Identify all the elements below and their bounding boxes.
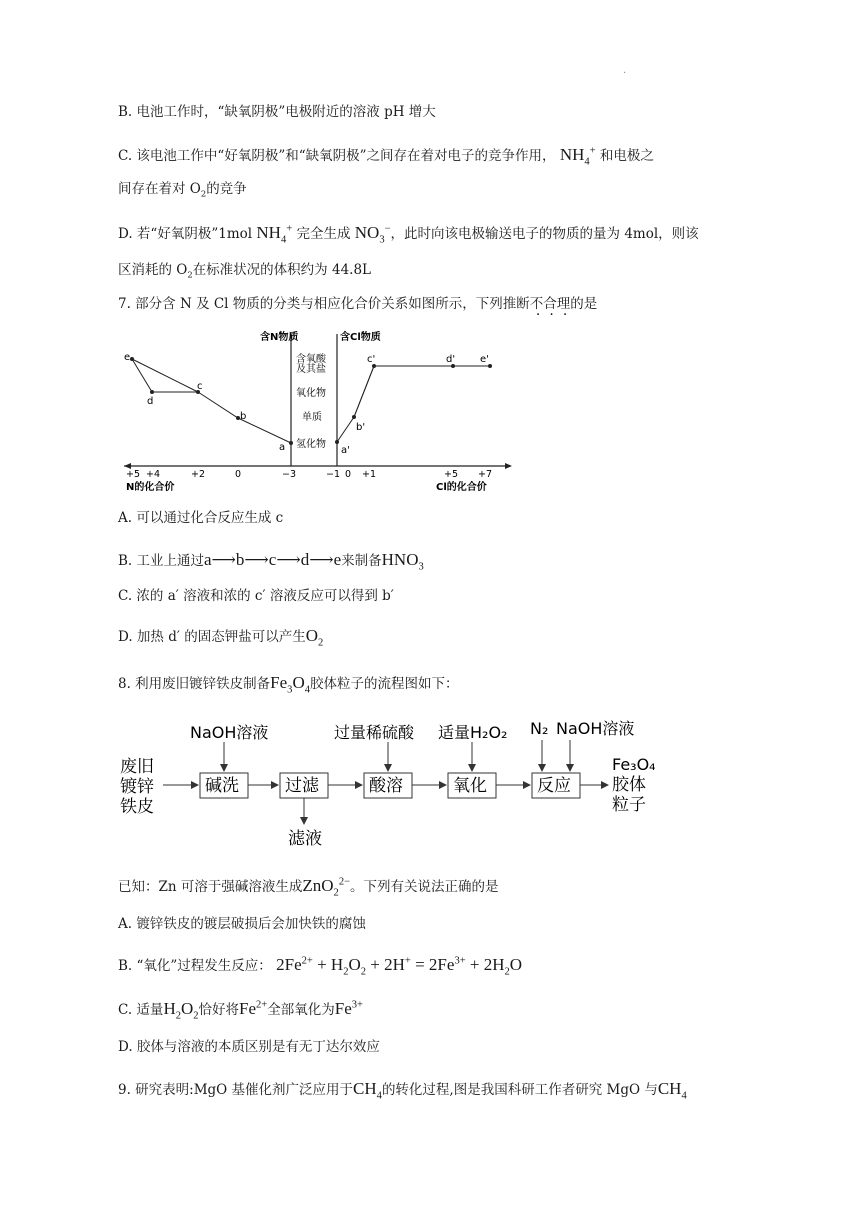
option-6c: C. 该电池工作中“好氧阴极”和“缺氧阴极”之间存在着对电子的竞争作用， $NH_4^+$ 和电极之 [118,145,654,168]
point-b: b [240,411,247,422]
reagent-sulfuric: 过量稀硫酸 [334,723,415,742]
n-tick-minus3: −3 [282,469,297,480]
point-b-prime: b' [356,422,366,433]
product-line1: Fe₃O₄ [612,755,656,774]
question-8-stem: 8. 利用废旧镀锌铁皮制备$Fe_3O_4$胶体粒子的流程图如下： [118,673,459,696]
point-d-prime: d' [446,354,456,365]
category-element: 单质 [302,412,322,423]
point-d: d [147,396,154,407]
reagent-n2: N₂ [530,719,549,738]
q7-option-c: C. 浓的 a′ 溶液和浓的 c′ 溶液反应可以得到 b′ [118,588,394,604]
point-e: e [124,352,131,363]
point-a-prime: a' [341,445,350,456]
n-tick-0: 0 [235,469,242,480]
step-oxidize: 氧化 [453,776,487,796]
cl-tick-0: 0 [345,469,352,480]
category-acid: 含氧酸 [296,354,326,365]
cl-tick-minus1: −1 [326,469,341,480]
n-tick-plus2: +2 [191,469,206,480]
product-line3: 粒子 [612,795,646,815]
start-line2: 镀锌 [120,777,154,797]
option-6d: D. 若“好氧阴极”1mol $NH_4^+$ 完全生成 $NO_3^-$，此时向该电极输送电子的物质的量为 4mol，则该 [118,223,699,246]
point-c: c [197,381,203,392]
cl-tick-plus1: +1 [362,469,377,480]
product-line2: 胶体 [612,775,646,795]
n-axis-label: N的化合价 [126,482,175,493]
filtrate: 滤液 [288,829,322,849]
category-oxide: 氧化物 [296,388,326,399]
left-title: 含N物质 [260,332,299,343]
step-alkaline-wash: 碱洗 [205,776,239,796]
option-6b: B. 电池工作时，“缺氧阴极”电极附近的溶液 pH 增大 [118,104,436,120]
cl-tick-plus5: +5 [444,469,459,480]
point-a: a [279,442,286,453]
question-9-stem: 9. 研究表明:MgO 基催化剂广泛应用于$CH_4$的转化过程,图是我国科研工作者研究 MgO 与$CH_4$ [118,1079,687,1102]
right-title: 含Cl物质 [340,332,381,343]
option-6d-line2: 区消耗的 $O_2$在标准状况的体积约为 44.8L [118,262,372,280]
start-line3: 铁皮 [120,797,154,817]
valence-class-diagram [118,326,518,496]
ammonium-formula: $NH_4^+$ [559,145,596,168]
step-acid-dissolve: 酸溶 [369,776,403,796]
page-mark: · [623,68,627,79]
reagent-h2o2: 适量H₂O₂ [438,723,508,742]
q7-option-d: D. 加热 d′ 的固态钾盐可以产生$O_2$ [118,626,324,649]
q8-option-c: C. 适量$H_2O_2$恰好将$Fe^{2+}$全部氧化为$Fe^{3+}$ [118,999,363,1022]
q8-option-a: A. 镀锌铁皮的镀层破损后会加快铁的腐蚀 [118,916,366,932]
n-tick-plus4: +4 [146,469,161,480]
reagent-naoh-2: NaOH溶液 [556,719,635,738]
point-c-prime: c' [367,354,376,365]
category-salt: 及其盐 [296,364,326,375]
step-filter: 过滤 [285,776,319,796]
question-8-known: 已知：Zn 可溶于强碱溶液生成ZnO$_2^{2-}$。下列有关说法正确的是 [118,876,499,899]
process-flowchart [118,712,678,857]
cl-axis-label: Cl的化合价 [436,482,487,493]
step-react: 反应 [537,776,571,796]
category-hydride: 氢化物 [296,439,326,450]
q8-option-b: B. “氧化”过程发生反应： $2Fe^{2+} + H_2O_2 + 2H^+ = 2Fe^{3+} + 2H_2O$ [118,955,523,978]
cl-tick-plus7: +7 [478,469,493,480]
q7-option-b: B. 工业上通过a⟶b⟶c⟶d⟶e来制备$HNO_3$ [118,550,424,573]
start-line1: 废旧 [120,757,154,777]
option-6c-line2: 间存在着对 $O_2$的竞争 [118,181,247,199]
question-7-stem: 7. 部分含 N 及 Cl 物质的分类与相应化合价关系如图所示，下列推断不合理的是 [118,296,598,312]
reagent-naoh-1: NaOH溶液 [190,723,269,742]
q8-option-d: D. 胶体与溶液的本质区别是有无丁达尔效应 [118,1039,380,1055]
n-tick-plus5: +5 [126,469,141,480]
point-e-prime: e' [480,354,489,365]
q7-option-a: A. 可以通过化合反应生成 c [118,510,284,526]
